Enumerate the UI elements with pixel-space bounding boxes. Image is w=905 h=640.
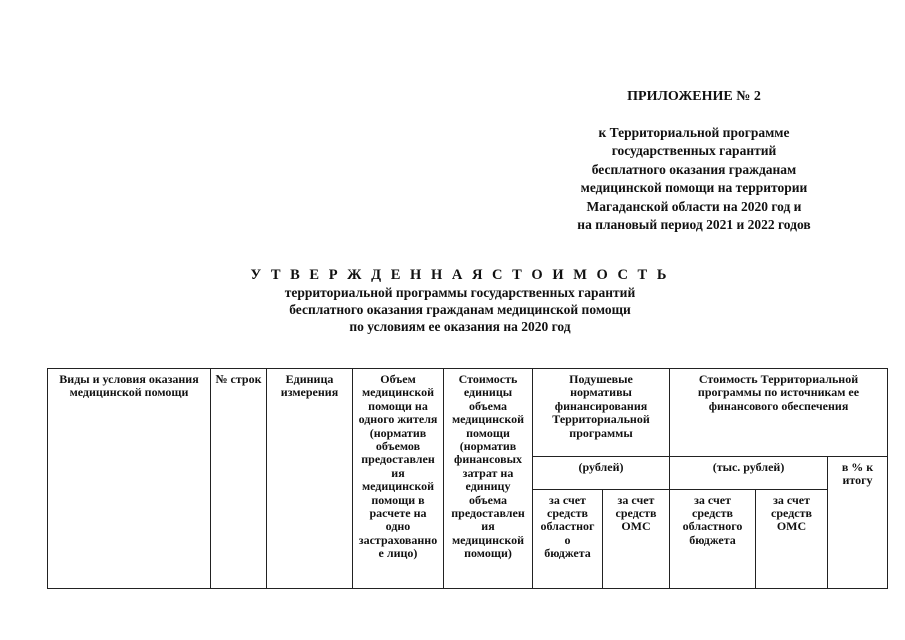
subtitle-line: по условиям ее оказания на 2020 год — [349, 319, 571, 334]
subtitle-line: бесплатного оказания гражданам медицинской помощи — [289, 302, 631, 317]
header-text-line: единицы — [463, 385, 513, 400]
header-text-line: за счет — [549, 492, 586, 507]
header-text-line: медицинской — [361, 479, 435, 494]
header-text-line: одного жителя — [358, 412, 438, 427]
header-program-cost-by-source — [670, 369, 888, 457]
appendix-line: к Территориальной программе — [598, 125, 790, 140]
appendix-line: медицинской помощи на территории — [580, 180, 808, 196]
header-text-line: ОМС — [621, 519, 651, 534]
header-text-line: помощи — [466, 425, 510, 440]
header-text-line: финансирования — [554, 398, 648, 413]
header-text-line: помощи в — [371, 492, 425, 507]
header-text-line: за счет — [694, 492, 731, 507]
header-text-line: средств — [771, 506, 812, 521]
header-text-line: Подушевые — [569, 372, 633, 386]
cost-table — [47, 368, 888, 589]
header-text-line: ия — [481, 519, 495, 534]
header-text-line: Стоимость Территориальной — [698, 372, 859, 386]
header-types-conditions: Виды и условия оказания медицинской помощи — [48, 369, 211, 589]
appendix-number: ПРИЛОЖЕНИЕ № 2 — [627, 89, 761, 104]
appendix-reference — [548, 124, 840, 234]
header-oms-cost — [756, 489, 828, 588]
header-text-line: нормативы — [570, 385, 632, 400]
subtitle-line: территориальной программы государственных гарантий — [284, 285, 636, 300]
appendix-line: Магаданской области на 2020 год и — [586, 198, 802, 214]
appendix-line: бесплатного оказания гражданам — [591, 161, 797, 177]
header-text-line: Стоимость — [458, 372, 518, 386]
header-text-line: программы — [569, 425, 633, 440]
header-unit: Единица измерения — [267, 369, 353, 589]
header-percent-of-total: в % к итогу — [828, 457, 888, 589]
header-text-line: областного — [682, 519, 743, 534]
header-text-line: Объем — [380, 372, 416, 386]
header-text-line: Территориальной — [552, 412, 650, 427]
header-text-line: за счет — [617, 492, 655, 507]
header-text-line: помощи на — [368, 398, 428, 413]
header-text-line: затрат на — [462, 465, 514, 480]
header-text-line: е лицо) — [378, 546, 418, 561]
header-text-line: средств — [692, 506, 733, 521]
header-text-line: медицинской — [451, 412, 525, 427]
header-text-line: расчете на — [369, 506, 427, 521]
header-unit-cost — [444, 369, 533, 589]
header-text-line: за счет — [773, 492, 810, 507]
header-text-line: бюджета — [689, 532, 736, 547]
header-text-line: одно — [385, 519, 411, 534]
header-text-line: (норматив — [459, 439, 517, 454]
header-regional-budget-per-capita — [533, 489, 603, 588]
header-text-line: ОМС — [776, 519, 807, 534]
header-text-line: застрахованно — [358, 532, 438, 547]
document-subtitle — [190, 284, 730, 335]
header-row-number: № строк — [211, 369, 267, 589]
header-text-line: средств — [615, 506, 657, 521]
header-text-line: объемов — [375, 439, 421, 454]
header-text-line: о — [564, 532, 571, 547]
header-oms-per-capita — [603, 489, 670, 588]
header-text-line: областног — [540, 519, 595, 534]
header-volume-per-capita — [353, 369, 444, 589]
header-per-capita-standards — [533, 369, 670, 457]
header-text-line: программы по источникам ее — [697, 385, 860, 400]
appendix-line: на плановый период 2021 и 2022 годов — [577, 217, 811, 233]
header-text-line: (норматив — [369, 425, 427, 440]
header-unit-rubles: (рублей) — [533, 457, 670, 490]
header-text-line: единицу — [465, 479, 511, 494]
header-text-line: помощи) — [464, 546, 512, 561]
header-unit-thousand-rubles: (тыс. рублей) — [670, 457, 828, 490]
header-text-line: финансовых — [454, 452, 522, 467]
header-text-line: средств — [547, 506, 588, 521]
header-text-line: предоставлен — [361, 452, 435, 467]
appendix-line: государственных гарантий — [611, 143, 777, 159]
header-regional-budget-cost — [670, 489, 756, 588]
header-text-line: объема — [468, 398, 508, 413]
header-text-line: объема — [468, 492, 508, 507]
header-text-line: медицинской — [451, 532, 525, 547]
header-text-line: бюджета — [544, 546, 591, 561]
header-text-line: предоставлен — [451, 506, 525, 521]
document-title: У Т В Е Р Ж Д Е Н Н А Я С Т О И М О С Т Ь — [250, 267, 670, 283]
header-text-line: финансового обеспечения — [708, 398, 849, 413]
header-text-line: медицинской — [361, 385, 435, 400]
header-text-line: ия — [391, 465, 405, 480]
